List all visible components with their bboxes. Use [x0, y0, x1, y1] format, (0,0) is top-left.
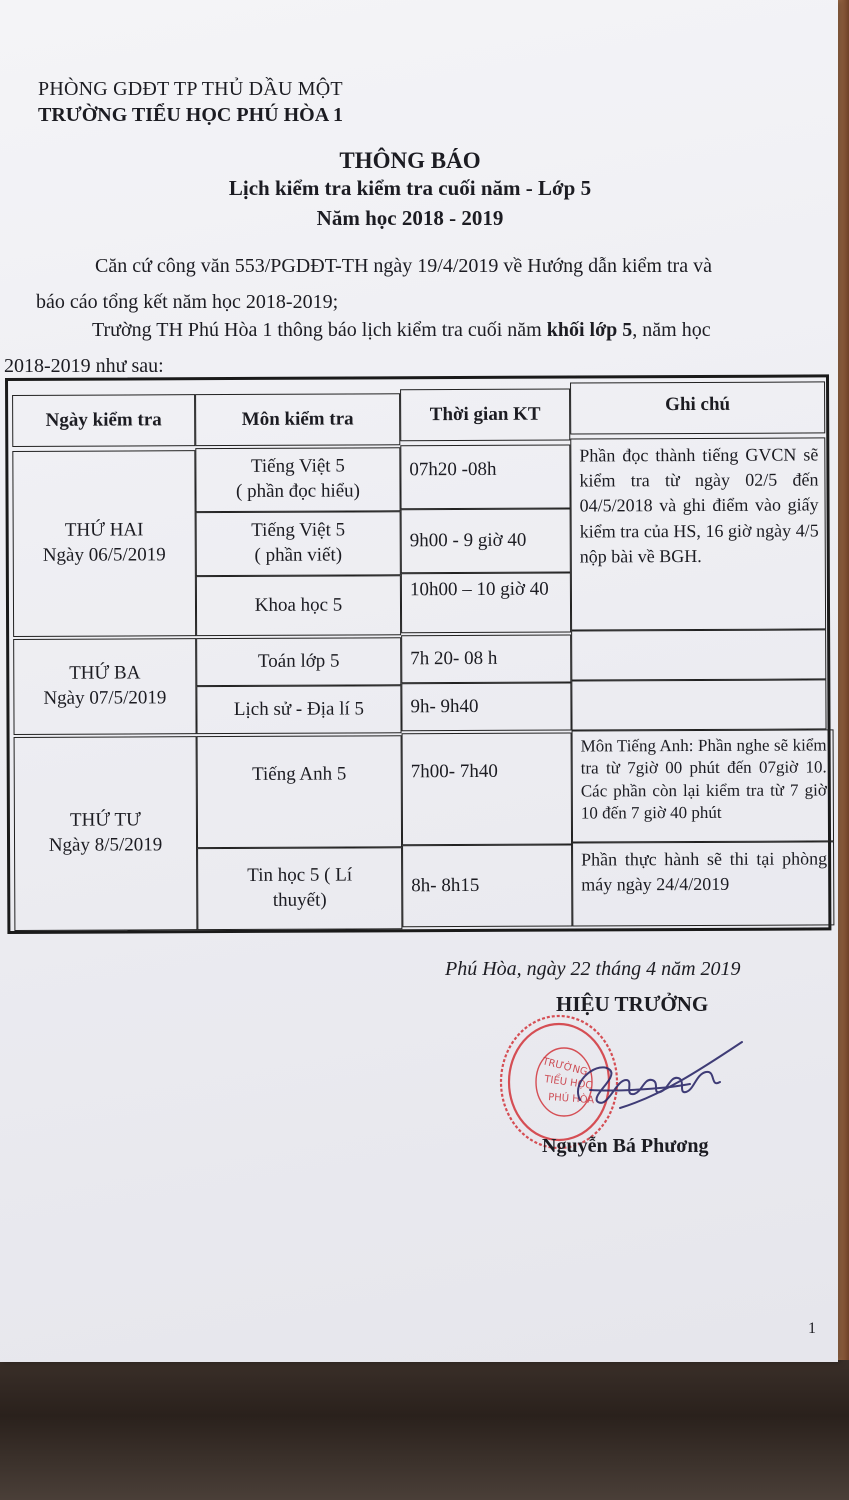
subject-name: Tin học 5 ( Lí — [247, 864, 353, 887]
time-cell: 7h00- 7h40 — [402, 733, 572, 846]
day-date: Ngày 07/5/2019 — [43, 687, 167, 709]
day-cell-tuesday — [13, 638, 196, 735]
day-date: Ngày 06/5/2019 — [42, 544, 166, 566]
day-name: THỨ TƯ — [69, 809, 141, 832]
header-subject: Môn kiểm tra — [195, 393, 400, 446]
day-cell-wednesday — [14, 736, 198, 931]
svg-text:TRƯỜNG: TRƯỜNG — [541, 1056, 589, 1079]
notice-title: THÔNG BÁO — [339, 148, 481, 173]
note-cell-empty — [571, 629, 826, 680]
school-name: TRƯỜNG TIỂU HỌC PHÚ HÒA 1 — [38, 104, 344, 126]
subject-detail: thuyết) — [272, 889, 327, 911]
header-notes: Ghi chú — [570, 381, 825, 434]
paragraph-1-line-2: báo cáo tổng kết năm học 2018-2019; — [36, 291, 339, 313]
notice-subtitle: Lịch kiểm tra kiểm tra cuối năm - Lớp 5 — [228, 176, 592, 200]
svg-text:TIỂU HỌC: TIỂU HỌC — [543, 1074, 593, 1092]
time-cell: 7h 20- 08 h — [401, 635, 571, 684]
page-number: 1 — [808, 1320, 816, 1337]
header-date: Ngày kiểm tra — [12, 394, 195, 447]
day-name: THỨ HAI — [64, 519, 144, 542]
subject-detail: ( phần viết) — [254, 544, 343, 566]
department-name: PHÒNG GDĐT TP THỦ DẦU MỘT — [38, 78, 343, 100]
schedule-table — [5, 374, 831, 934]
subject-cell — [196, 511, 401, 576]
header-time: Thời gian KT — [400, 389, 570, 442]
note-cell-english: Môn Tiếng Anh: Phần nghe sẽ kiểm tra từ 7giờ 00 phút đến 07giờ 10. Các phần còn lại kiểm tra từ 7 giờ 10 đến 7 giờ 40 phút — [572, 729, 834, 842]
signer-name: Nguyễn Bá Phương — [542, 1135, 709, 1157]
day-date: Ngày 8/5/2019 — [48, 834, 163, 856]
paragraph-2-line-2: 2018-2019 như sau: — [4, 355, 164, 377]
paragraph-2-text-a: Trường TH Phú Hòa 1 thông báo lịch kiểm tra cuối năm — [92, 319, 547, 341]
svg-text:PHÚ HÒA: PHÚ HÒA — [547, 1092, 595, 1107]
subject-detail: ( phần đọc hiểu) — [235, 480, 361, 502]
note-cell-it: Phần thực hành sẽ thi tại phòng máy ngày 24/4/2019 — [572, 841, 834, 926]
subject-cell: Lịch sử - Địa lí 5 — [196, 685, 401, 734]
time-cell: 8h- 8h15 — [402, 845, 572, 928]
paragraph-1-line-1: Căn cứ công văn 553/PGDĐT-TH ngày 19/4/2019 về Hướng dẫn kiểm tra và — [95, 255, 712, 277]
school-year: Năm học 2018 - 2019 — [316, 206, 504, 230]
principal-title: HIỆU TRƯỞNG — [556, 992, 709, 1016]
place-date: Phú Hòa, ngày 22 tháng 4 năm 2019 — [445, 958, 741, 980]
subject-cell: Tiếng Anh 5 — [197, 735, 402, 848]
time-cell: 9h- 9h40 — [401, 683, 571, 732]
time-cell: 07h20 -08h — [400, 445, 570, 510]
time-cell: 9h00 - 9 giờ 40 — [401, 509, 571, 574]
subject-name: Tiếng Việt 5 — [250, 455, 345, 478]
subject-name: Tiếng Việt 5 — [251, 519, 346, 542]
background-floor — [0, 1360, 849, 1500]
day-name: THỨ BA — [69, 662, 141, 685]
paragraph-2-text-bold: khối lớp 5 — [546, 319, 633, 341]
subject-cell: Khoa học 5 — [196, 575, 401, 636]
note-cell-monday: Phần đọc thành tiếng GVCN sẽ kiểm tra từ ngày 02/5 đến 04/5/2018 và ghi điểm vào giấy kiểm tra của HS, 16 giờ ngày 4/5 nộp bài về BGH. — [570, 437, 826, 630]
time-cell: 10h00 – 10 giờ 40 — [401, 573, 571, 634]
paragraph-2-line-1 — [92, 319, 711, 342]
principal-signature — [560, 1030, 750, 1120]
note-cell-empty — [571, 679, 826, 730]
subject-cell — [197, 847, 402, 930]
subject-cell — [195, 447, 400, 512]
paragraph-2-text-c: , năm học — [632, 319, 711, 341]
day-cell-monday — [12, 450, 196, 637]
subject-cell: Toán lớp 5 — [196, 637, 401, 686]
